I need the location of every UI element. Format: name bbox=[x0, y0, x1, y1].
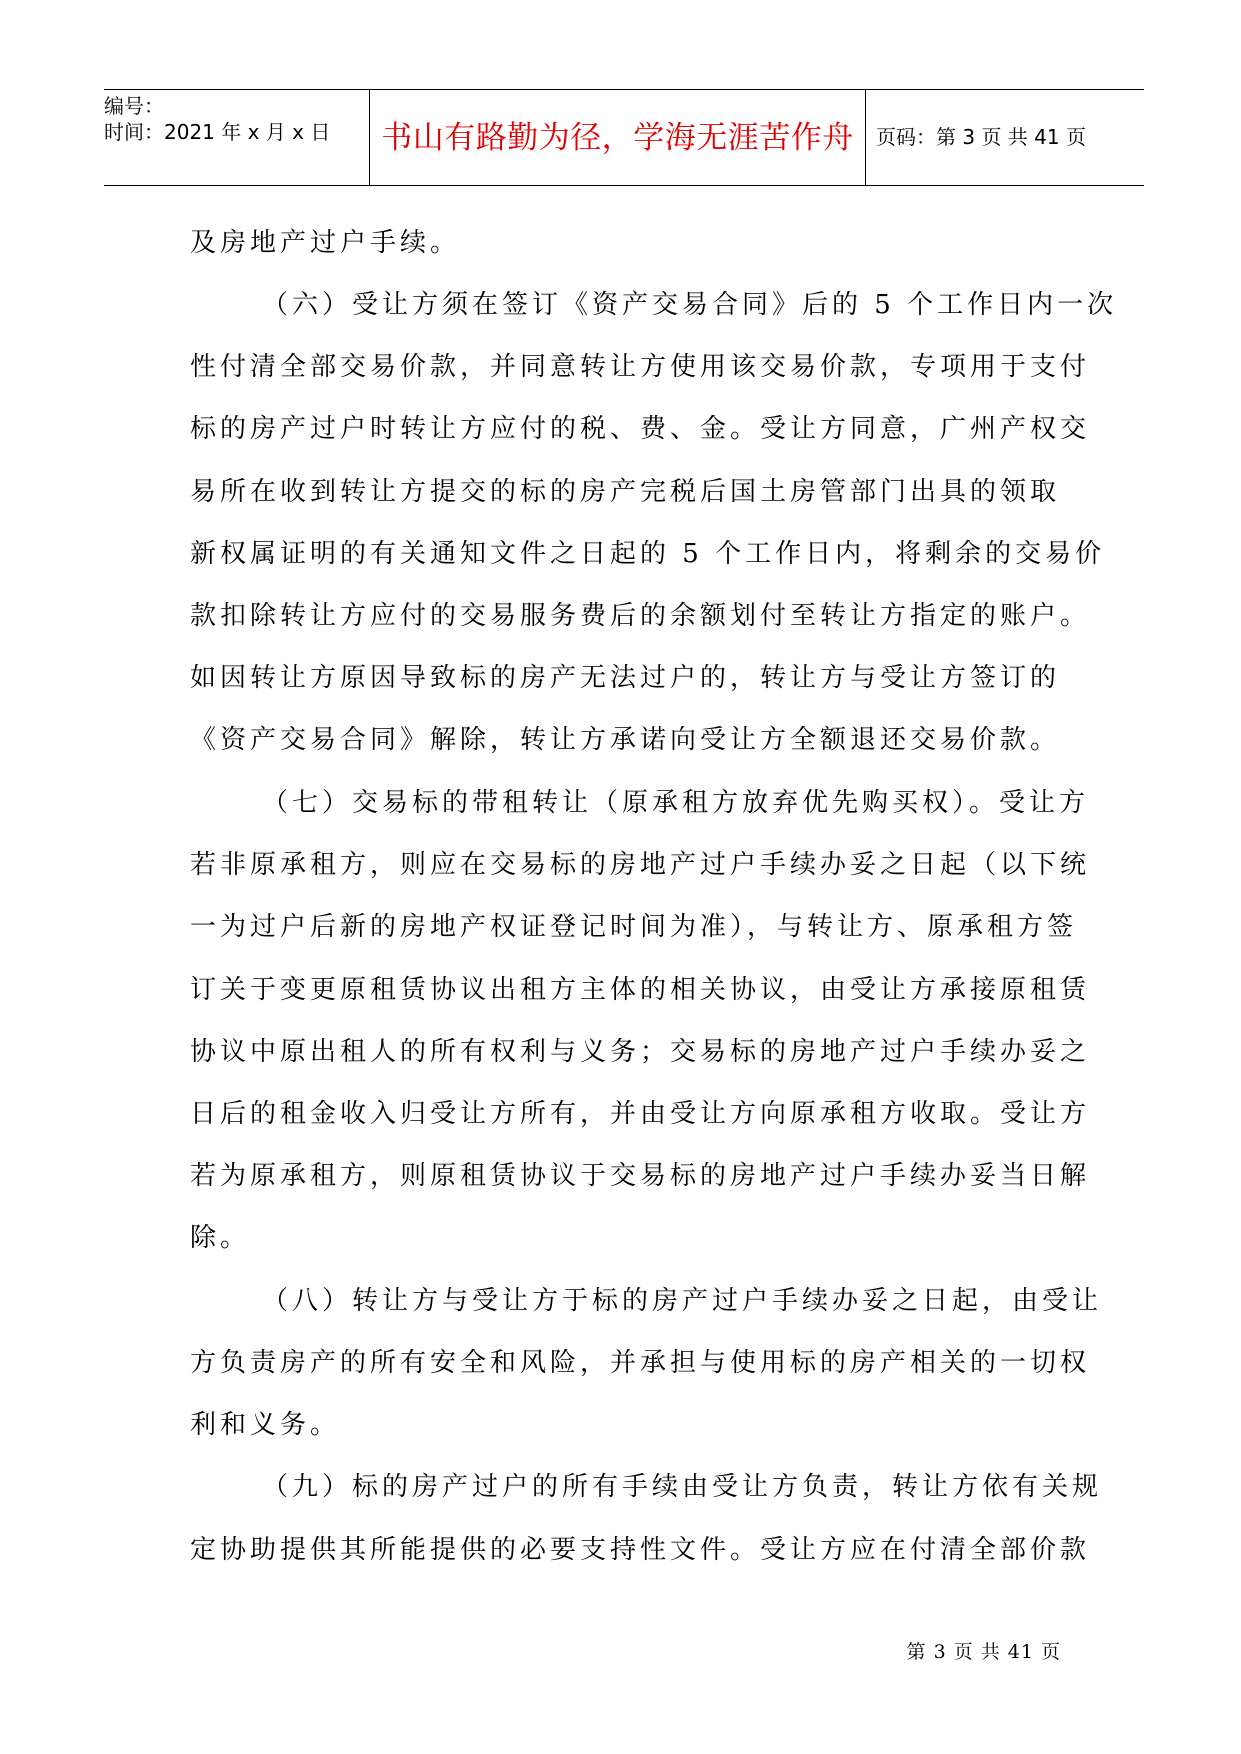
body-line: 及房地产过户手续。 bbox=[190, 228, 461, 258]
body-line: 易所在收到转让方提交的标的房产完税后国土房管部门出具的领取 bbox=[190, 477, 1061, 507]
body-line: 协议中原出租人的所有权利与义务；交易标的房地产过户手续办妥之 bbox=[190, 1037, 1091, 1067]
body-line: 标的房产过户时转让方应付的税、费、金。受让方同意，广州产权交 bbox=[190, 414, 1091, 444]
body-line: 定协助提供其所能提供的必要支持性文件。受让方应在付清全部价款 bbox=[190, 1535, 1091, 1565]
body-line: 若为原承租方，则原租赁协议于交易标的房地产过户手续办妥当日解 bbox=[190, 1161, 1091, 1191]
body-line: 一为过户后新的房地产权证登记时间为准），与转让方、原承租方签 bbox=[190, 912, 1078, 942]
body-line: 《资产交易合同》解除，转让方承诺向受让方全额退还交易价款。 bbox=[190, 725, 1061, 755]
body-line: 方负责房产的所有安全和风险，并承担与使用标的房产相关的一切权 bbox=[190, 1348, 1091, 1378]
body-line: 除。 bbox=[190, 1223, 251, 1253]
body-line: 日后的租金收入归受让方所有，并由受让方向原承租方收取。受让方 bbox=[190, 1099, 1091, 1129]
body-line: （七）交易标的带租转让（原承租方放弃优先购买权）。受让方 bbox=[262, 788, 1090, 818]
body-line: 利和义务。 bbox=[190, 1410, 341, 1440]
body-line: （九）标的房产过户的所有手续由受让方负责，转让方依有关规 bbox=[262, 1472, 1103, 1502]
body-line: 新权属证明的有关通知文件之日起的 5 个工作日内，将剩余的交易价 bbox=[190, 539, 1106, 569]
body-line: 如因转让方原因导致标的房产无法过户的，转让方与受让方签订的 bbox=[190, 663, 1061, 693]
document-number-label: 编号： bbox=[104, 94, 164, 118]
page-footer: 第 3 页 共 41 页 bbox=[906, 1641, 1061, 1663]
body-line: （八）转让方与受让方于标的房产过户手续办妥之日起，由受让 bbox=[262, 1286, 1103, 1316]
header-motto: 书山有路勤为径，学海无涯苦作舟 bbox=[381, 120, 854, 156]
header-page-number: 页码：第 3 页 共 41 页 bbox=[876, 125, 1086, 149]
body-line: 性付清全部交易价款，并同意转让方使用该交易价款，专项用于支付 bbox=[190, 352, 1091, 382]
body-line: 订关于变更原租赁协议出租方主体的相关协议，由受让方承接原租赁 bbox=[190, 975, 1091, 1005]
document-time-label: 时间：2021 年 x 月 x 日 bbox=[104, 120, 331, 144]
body-line: （六）受让方须在签订《资产交易合同》后的 5 个工作日内一次 bbox=[262, 290, 1118, 320]
body-line: 款扣除转让方应付的交易服务费后的余额划付至转让方指定的账户。 bbox=[190, 601, 1091, 631]
body-line: 若非原承租方，则应在交易标的房地产过户手续办妥之日起（以下统 bbox=[190, 850, 1091, 880]
